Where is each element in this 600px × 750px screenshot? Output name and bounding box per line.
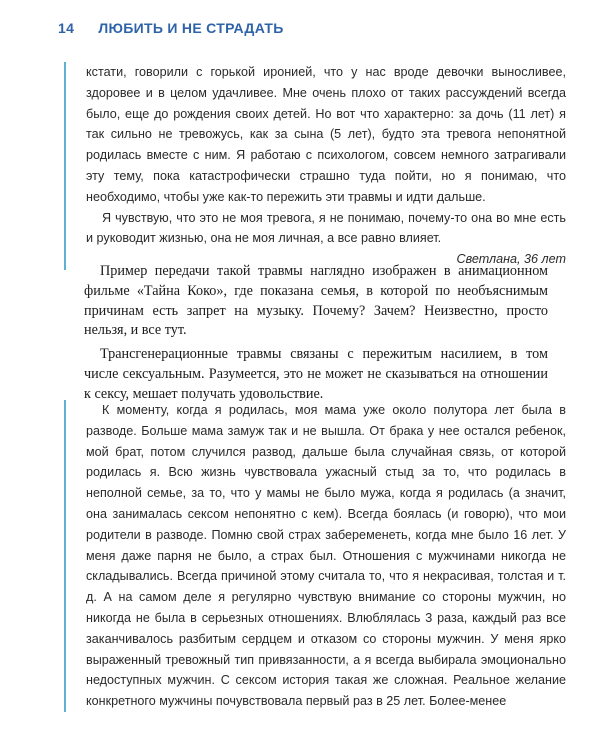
book-title: ЛЮБИТЬ И НЕ СТРАДАТЬ [98, 20, 284, 36]
running-header [58, 20, 284, 36]
page-number: 14 [58, 20, 75, 36]
body-paragraph: Пример передачи такой травмы наглядно изображен в анимационном фильме «Тайна Коко», где показана семья, в которой по необъяснимым причинам есть запрет на музыку. Почему? Зачем? Неизвестно, просто нельзя, и все тут. [84, 263, 548, 339]
quote-paragraph: Я чувствую, что это не моя тревога, я не понимаю, почему-то она во мне есть и руководит жизнью, она не моя личная, а все равно влияет. [86, 210, 566, 246]
quote-paragraph: кстати, говорили с горькой иронией, что у нас вроде девочки выносливее, здоровее и в целом удачливее. Мне очень плохо от таких рассуждений всегда было, еще до рождения своих детей. Но вот что характерно: за дочь (11 лет) я так сильно не тревожусь, как за сына (5 лет), будто эта тревога непонятной родилась вместе с ним. Я работаю с психологом, совсем немного затрагивали эту тему, пока катастрофически страшно туда пойти, но я понимаю, что необходимо, чтобы уже как-то пережить эти травмы и идти дальше. [86, 65, 566, 204]
quote-signature: Светлана, 36 лет [456, 252, 566, 267]
main-text [84, 262, 548, 409]
quote-paragraph: К моменту, когда я родилась, моя мама уже около полутора лет была в разводе. Больше мама замуж так и не вышла. От брака у нее остался ребенок, мой брат, потом случился развод, дальше была случайная связь, от которой родилась я. Всю жизнь чувствовала ужасный стыд за то, что родилась в неполной семье, за то, что у мамы не было мужа, когда я родилась (а значит, она занималась сексом непонятно с кем). Всегда боялась (и говорю), что мои родители в разводе. Помню свой страх забеременеть, когда мне было 16 лет. У меня даже парня не было, а страх был. Отношения с мужчинами никогда не складывались. Всегда причиной этому считала то, что я некрасивая, толстая и т. д. А на самом деле я регулярно чувствую внимание со стороны мужчин, но никогда не была в серьезных отношениях. Влюблялась 3 раза, каждый раз все заканчивалось разбитым сердцем и отказом со стороны мужчин. У меня ярко выраженный тревожный тип привязанности, а я всегда выбирала эмоционально недоступных мужчин. С сексом история такая же сложная. Реальное желание конкретного мужчины почувствовала первый раз в 25 лет. Более-менее [86, 403, 566, 709]
testimonial-quote-1 [64, 62, 566, 270]
body-paragraph: Трансгенерационные травмы связаны с пережитым насилием, в том числе сексуальным. Разумеется, это не может не сказываться на отношении к сексу, мешает получать удовольствие. [84, 346, 548, 402]
testimonial-quote-2 [64, 400, 566, 712]
